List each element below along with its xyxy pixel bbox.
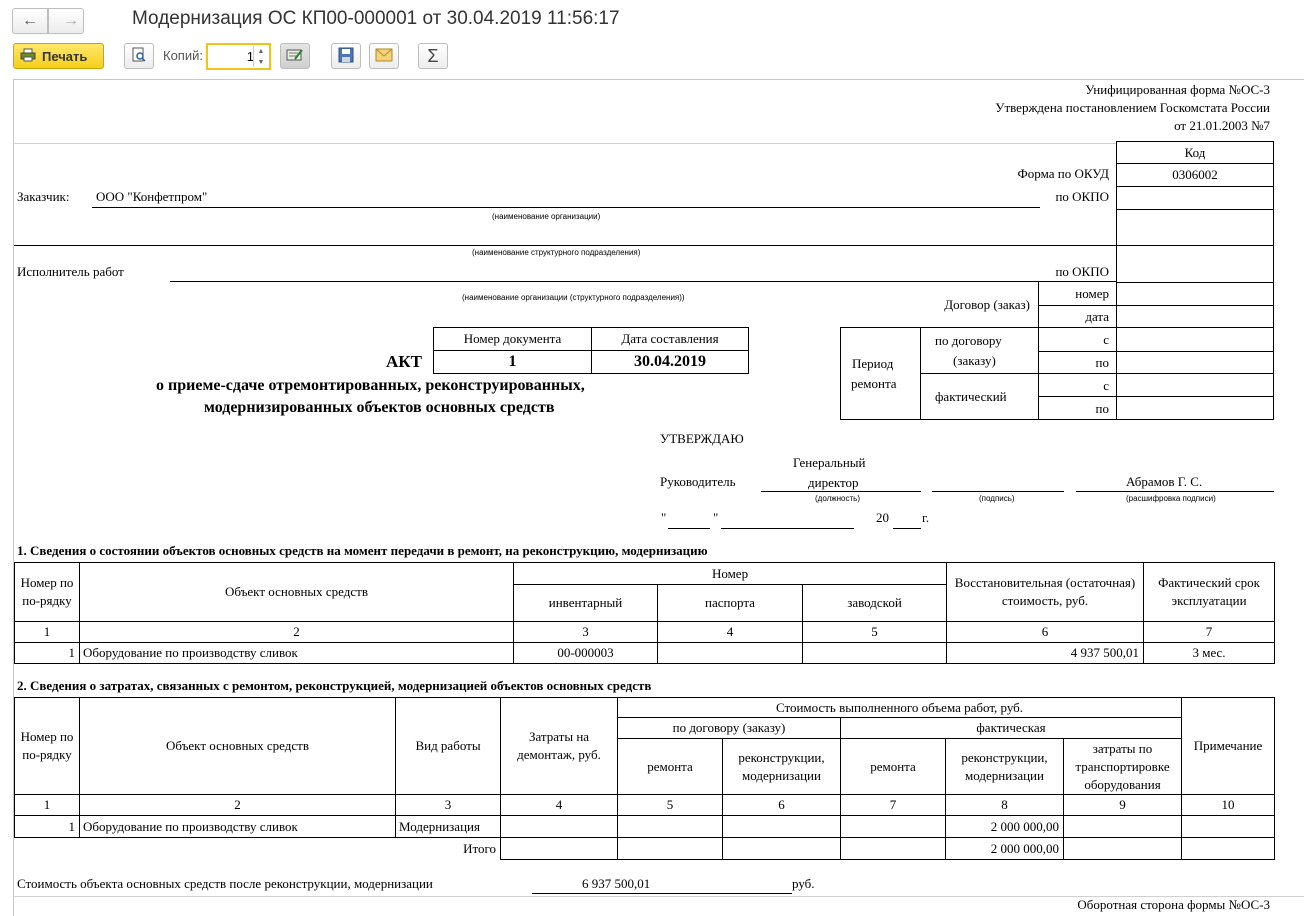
actual-label: фактический [935, 389, 1007, 404]
doc-date-header: Дата составления [621, 331, 719, 346]
envelope-icon [375, 48, 393, 65]
customer-value: ООО "Конфетпром" [96, 189, 208, 204]
s2-col-number: 1 [15, 795, 80, 816]
executor-okpo-label: по ОКПО [1055, 264, 1109, 279]
s2-header-work-type: Вид работы [396, 698, 501, 795]
s2-total-actual-reconstruction: 2 000 000,00 [946, 838, 1064, 860]
print-button-label: Печать [42, 48, 88, 64]
okpo-label: по ОКПО [1055, 189, 1109, 204]
quote-close: " [713, 510, 719, 525]
s1-row-cost: 4 937 500,01 [947, 643, 1144, 664]
s1-row-object: Оборудование по производству сливок [80, 643, 514, 664]
s1-col-number: 1 [15, 622, 80, 643]
s2-col-number: 2 [80, 795, 396, 816]
position-caption: (должность) [815, 494, 860, 503]
period-label-1: Период [852, 356, 894, 371]
code-header: Код [1184, 144, 1206, 160]
name-caption: (расшифровка подписи) [1126, 494, 1216, 503]
chevron-up-icon[interactable]: ▲ [257, 47, 265, 56]
year-suffix: г. [922, 510, 930, 525]
s1-row-passport [658, 643, 803, 664]
s2-row-dismantle [501, 816, 618, 838]
position-line2: директор [808, 475, 859, 490]
s2-col-number: 6 [723, 795, 841, 816]
copies-field[interactable] [206, 43, 271, 70]
copies-stepper[interactable] [253, 46, 268, 67]
cost-after-value: 6 937 500,01 [582, 876, 651, 891]
forward-button[interactable] [48, 8, 84, 34]
s1-col-number: 5 [803, 622, 947, 643]
copies-input[interactable] [210, 47, 256, 66]
s2-col-number: 5 [618, 795, 723, 816]
s1-header-factory: заводской [803, 585, 947, 622]
copies-label: Копий: [163, 48, 203, 63]
arrow-left-icon: ← [22, 12, 38, 29]
s2-total-label: Итого [396, 838, 501, 860]
s2-row-reconstruction [723, 816, 841, 838]
s2-row-repair [618, 816, 723, 838]
s1-header-number-group: Номер [514, 563, 947, 585]
s2-header-repair: ремонта [618, 739, 723, 795]
okud-label: Форма по ОКУД [1017, 166, 1109, 181]
sigma-icon: Σ [427, 45, 439, 66]
sum-button[interactable] [418, 43, 448, 69]
s2-header-num: Номер по по-рядку [15, 698, 80, 795]
s2-header-reconstruction: реконструкции, модернизации [723, 739, 841, 795]
s2-header-actual-reconstruction: реконструкции, модернизации [946, 739, 1064, 795]
s2-total-dismantle [501, 838, 618, 860]
s2-header-by-contract: по договору (заказу) [618, 718, 841, 739]
contract-to-label: по [1095, 355, 1109, 370]
s2-header-object: Объект основных средств [80, 698, 396, 795]
s1-header-cost: Восстановительная (остаточная) стоимость, руб. [947, 563, 1144, 622]
save-button[interactable] [331, 43, 361, 69]
form-header-line1: Унифицированная форма №ОС-3 [1085, 82, 1270, 97]
s1-header-num: Номер по по-рядку [15, 563, 80, 622]
s1-col-number: 7 [1144, 622, 1275, 643]
org-caption: (наименование организации) [492, 212, 601, 221]
s1-header-object: Объект основных средств [80, 563, 514, 622]
s1-col-number: 6 [947, 622, 1144, 643]
s2-total-actual-repair [841, 838, 946, 860]
s2-col-number: 7 [841, 795, 946, 816]
s1-row-term: 3 мес. [1144, 643, 1275, 664]
printer-icon [20, 48, 36, 65]
chevron-down-icon[interactable]: ▼ [257, 57, 265, 66]
s2-header-transport: затраты по транспортировке оборудования [1064, 739, 1182, 795]
customer-label: Заказчик: [17, 189, 70, 204]
edit-icon [286, 47, 304, 66]
act-label: АКТ [386, 352, 422, 371]
preview-button[interactable] [124, 43, 154, 69]
signature-caption: (подпись) [979, 494, 1015, 503]
section1-table [14, 562, 1275, 664]
s1-row-inventory: 00-000003 [514, 643, 658, 664]
s2-row-object: Оборудование по производству сливок [80, 816, 396, 838]
actual-to-label: по [1095, 401, 1109, 416]
back-side-label: Оборотная сторона формы №ОС-3 [1077, 897, 1270, 912]
email-button[interactable] [369, 43, 399, 69]
save-icon [338, 47, 354, 66]
s2-header-note: Примечание [1182, 698, 1275, 795]
contract-from-label: с [1103, 332, 1109, 347]
year-prefix: 20 [876, 510, 889, 525]
s1-header-passport: паспорта [658, 585, 803, 622]
table-row [15, 816, 1275, 838]
period-label-2: ремонта [851, 376, 897, 391]
approve-label: УТВЕРЖДАЮ [660, 431, 744, 446]
s2-total-reconstruction [723, 838, 841, 860]
s2-col-number: 4 [501, 795, 618, 816]
okud-code: 0306002 [1172, 167, 1218, 182]
quote-open: " [661, 510, 667, 525]
executor-caption: (наименование организации (структурного подразделения)) [462, 293, 685, 302]
s2-header-actual-repair: ремонта [841, 739, 946, 795]
s2-header-actual: фактическая [841, 718, 1182, 739]
actual-from-label: с [1103, 378, 1109, 393]
preview-icon [131, 47, 147, 66]
s2-total-transport [1064, 838, 1182, 860]
s2-total-repair [618, 838, 723, 860]
s2-col-number: 3 [396, 795, 501, 816]
s2-header-dismantle: Затраты на демонтаж, руб. [501, 698, 618, 795]
form-header-line3: от 21.01.2003 №7 [1174, 118, 1270, 133]
s2-header-cost-group: Стоимость выполненного объема работ, руб. [618, 698, 1182, 718]
s2-col-number: 8 [946, 795, 1064, 816]
head-label: Руководитель [660, 474, 736, 489]
act-title-line1: о приеме-сдаче отремонтированных, реконструированных, [156, 377, 585, 394]
s2-col-number: 10 [1182, 795, 1275, 816]
cost-after-label: Стоимость объекта основных средств после реконструкции, модернизации [17, 876, 433, 891]
s2-row-actual-reconstruction: 2 000 000,00 [946, 816, 1064, 838]
doc-number: 1 [508, 353, 517, 370]
s1-header-inventory: инвентарный [514, 585, 658, 622]
dept-caption: (наименование структурного подразделения) [472, 248, 641, 257]
s2-row-transport [1064, 816, 1182, 838]
window-title: Модернизация ОС КП00-000001 от 30.04.2019 11:56:17 [132, 8, 620, 29]
s2-total-note [1182, 838, 1275, 860]
s1-header-term: Фактический срок эксплуатации [1144, 563, 1275, 622]
divider [14, 143, 1116, 144]
by-contract-label-2: (заказу) [953, 353, 996, 368]
section2-table [14, 697, 1275, 860]
s2-row-actual-repair [841, 816, 946, 838]
contract-label: Договор (заказ) [944, 297, 1030, 312]
back-button[interactable] [12, 8, 48, 34]
act-title-line2: модернизированных объектов основных средств [204, 399, 555, 416]
signer-name: Абрамов Г. С. [1126, 474, 1203, 489]
contract-number-label: номер [1075, 286, 1109, 301]
s2-col-number: 9 [1064, 795, 1182, 816]
section2-title: 2. Сведения о затратах, связанных с ремонтом, реконструкцией, модернизацией объектов основных средств [17, 678, 652, 693]
s2-row-note [1182, 816, 1275, 838]
s1-row-num: 1 [15, 643, 80, 664]
doc-number-header: Номер документа [463, 331, 562, 346]
table-total-row [15, 838, 1275, 860]
s1-row-factory [803, 643, 947, 664]
print-button[interactable] [13, 43, 104, 69]
table-row [15, 643, 1275, 664]
edit-button[interactable] [280, 43, 310, 69]
s1-col-number: 3 [514, 622, 658, 643]
currency-label: руб. [792, 876, 815, 891]
doc-date: 30.04.2019 [634, 353, 706, 370]
form-header-line2: Утверждена постановлением Госкомстата России [995, 100, 1270, 115]
s2-row-work-type: Модернизация [396, 816, 501, 838]
s2-row-num: 1 [15, 816, 80, 838]
arrow-right-icon: → [63, 12, 79, 29]
s1-col-number: 2 [80, 622, 514, 643]
executor-label: Исполнитель работ [17, 264, 124, 279]
position-line1: Генеральный [793, 455, 866, 470]
by-contract-label-1: по договору [935, 333, 1002, 348]
contract-date-label: дата [1085, 309, 1109, 324]
section1-title: 1. Сведения о состоянии объектов основных средств на момент передачи в ремонт, на реконструкцию, модернизацию [17, 543, 708, 558]
s1-col-number: 4 [658, 622, 803, 643]
